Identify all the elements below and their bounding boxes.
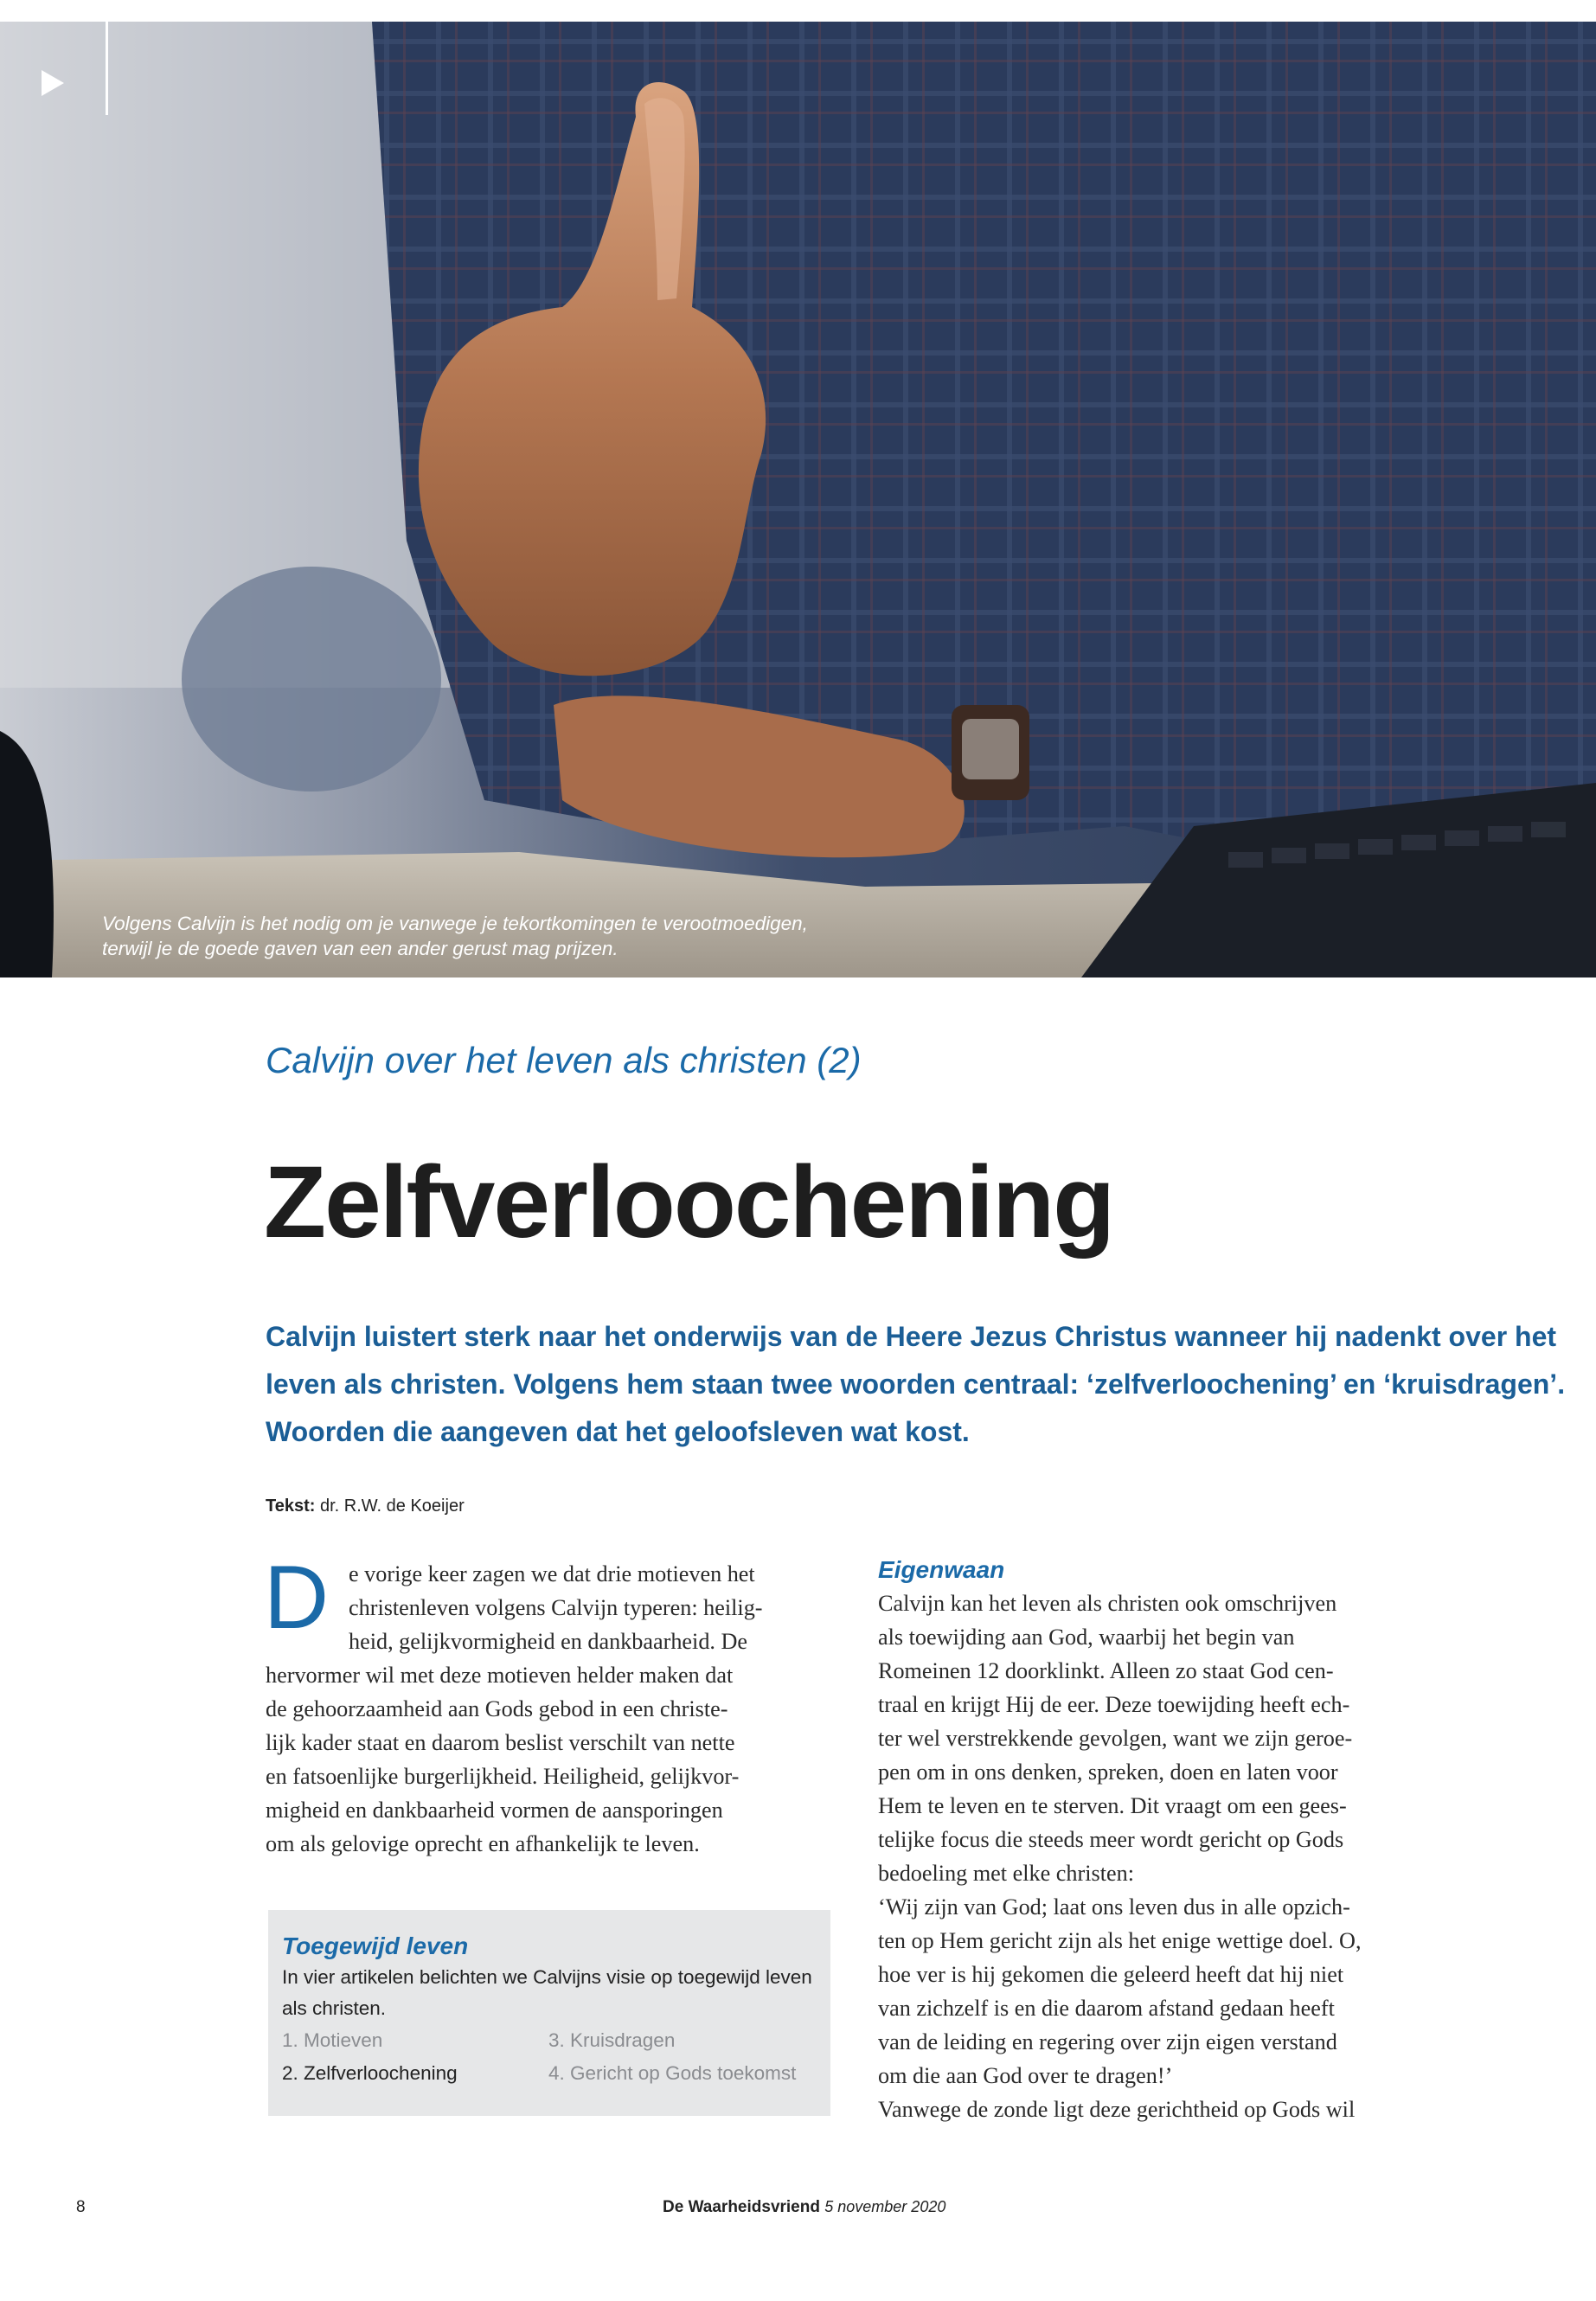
body-line: en fatsoenlijke burgerlijkheid. Heiligheid, gelijkvor- bbox=[266, 1764, 740, 1789]
body-line: Romeinen 12 doorklinkt. Alleen zo staat God cen- bbox=[878, 1658, 1334, 1683]
box-description bbox=[282, 1962, 818, 2024]
body-line: telijke focus die steeds meer wordt gericht op Gods bbox=[878, 1827, 1344, 1852]
byline-author: dr. R.W. de Koeijer bbox=[319, 1497, 465, 1516]
series-item-2: 2. Zelfverloochening bbox=[282, 2062, 458, 2084]
body-line: ter wel verstrekkende gevolgen, want we zijn geroe- bbox=[878, 1726, 1353, 1751]
body-line: traal en krijgt Hij de eer. Deze toewijding heeft ech- bbox=[878, 1692, 1350, 1717]
intro-paragraph-rest bbox=[266, 1658, 828, 1861]
series-list bbox=[282, 2024, 818, 2090]
thumbs-up-photo-illustration bbox=[0, 22, 1596, 977]
body-line: Hem te leven en te sterven. Dit vraagt om een gees- bbox=[878, 1793, 1347, 1818]
drop-cap: D bbox=[264, 1548, 330, 1648]
body-line: migheid en dankbaarheid vormen de aansporingen bbox=[266, 1798, 723, 1823]
body-line: heid, gelijkvormigheid en dankbaarheid. De bbox=[349, 1629, 748, 1654]
body-line: ‘Wij zijn van God; laat ons leven dus in alle opzich- bbox=[878, 1894, 1350, 1920]
body-line: hervormer wil met deze motieven helder maken dat bbox=[266, 1663, 734, 1688]
footer-publication bbox=[663, 2198, 945, 2217]
body-line: Vanwege de zonde ligt deze gerichtheid op Gods wil bbox=[878, 2097, 1356, 2122]
body-line: hoe ver is hij gekomen die geleerd heeft dat hij niet bbox=[878, 1962, 1344, 1987]
series-info-box bbox=[268, 1910, 830, 2116]
body-line: Calvijn kan het leven als christen ook omschrijven bbox=[878, 1591, 1337, 1616]
body-line: pen om in ons denken, spreken, doen en laten voor bbox=[878, 1759, 1338, 1785]
body-line: ten op Hem gericht zijn als het enige wettige doel. O, bbox=[878, 1928, 1362, 1953]
body-line: om als gelovige oprecht en afhankelijk te leven. bbox=[266, 1831, 700, 1856]
body-line: om die aan God over te dragen!’ bbox=[878, 2063, 1173, 2088]
body-line: de gehoorzaamheid aan Gods gebod in een christe- bbox=[266, 1696, 728, 1721]
series-item-4: 4. Gericht op Gods toekomst bbox=[548, 2062, 797, 2084]
body-line: van zichzelf is en die daarom afstand gedaan heeft bbox=[878, 1996, 1335, 2021]
play-triangle-icon bbox=[42, 70, 64, 96]
series-item-1: 1. Motieven bbox=[282, 2029, 383, 2051]
box-desc-line: als christen. bbox=[282, 1997, 387, 2019]
body-line: bedoeling met elke christen: bbox=[878, 1861, 1134, 1886]
article-title: Zelfverloochening bbox=[264, 1145, 1114, 1259]
box-title: Toegewijd leven bbox=[282, 1932, 469, 1959]
body-line: als toewijding aan God, waarbij het begin van bbox=[878, 1625, 1295, 1650]
body-line: lijk kader staat en daarom beslist verschilt van nette bbox=[266, 1730, 735, 1755]
lead-line: leven als christen. Volgens hem staan twee woorden centraal: ‘zelfverloochening’ en ‘kruisdragen’. bbox=[266, 1368, 1566, 1400]
byline-label: Tekst: bbox=[266, 1497, 316, 1516]
body-line: van de leiding en regering over zijn eigen verstand bbox=[878, 2029, 1337, 2054]
hero-photo bbox=[0, 22, 1596, 977]
series-kicker: Calvijn over het leven als christen (2) bbox=[266, 1040, 862, 1080]
series-item-3: 3. Kruisdragen bbox=[548, 2029, 676, 2051]
body-line: e vorige keer zagen we dat drie motieven het bbox=[349, 1561, 755, 1586]
article-lead bbox=[266, 1313, 1566, 1456]
intro-paragraph-start bbox=[264, 1548, 828, 1658]
issue-date: 5 november 2020 bbox=[824, 2198, 946, 2215]
page-number: 8 bbox=[76, 2198, 86, 2216]
hero-divider-line bbox=[106, 22, 108, 115]
left-column bbox=[264, 1548, 828, 1861]
caption-line: terwijl je de goede gaven van een ander gerust mag prijzen. bbox=[102, 938, 619, 959]
right-column bbox=[878, 1554, 1449, 2126]
publication-name: De Waarheidsvriend bbox=[663, 2198, 820, 2216]
box-desc-line: In vier artikelen belichten we Calvijns visie op toegewijd leven bbox=[282, 1966, 812, 1988]
photo-caption bbox=[102, 911, 881, 961]
body-line: christenleven volgens Calvijn typeren: heilig- bbox=[349, 1595, 763, 1620]
lead-line: Woorden die aangeven dat het geloofsleven wat kost. bbox=[266, 1416, 970, 1447]
byline bbox=[266, 1497, 465, 1516]
section-heading: Eigenwaan bbox=[878, 1556, 1005, 1583]
caption-line: Volgens Calvijn is het nodig om je vanwege je tekortkomingen te verootmoedigen, bbox=[102, 913, 808, 934]
lead-line: Calvijn luistert sterk naar het onderwijs van de Heere Jezus Christus wanneer hij nadenkt over het bbox=[266, 1321, 1557, 1352]
